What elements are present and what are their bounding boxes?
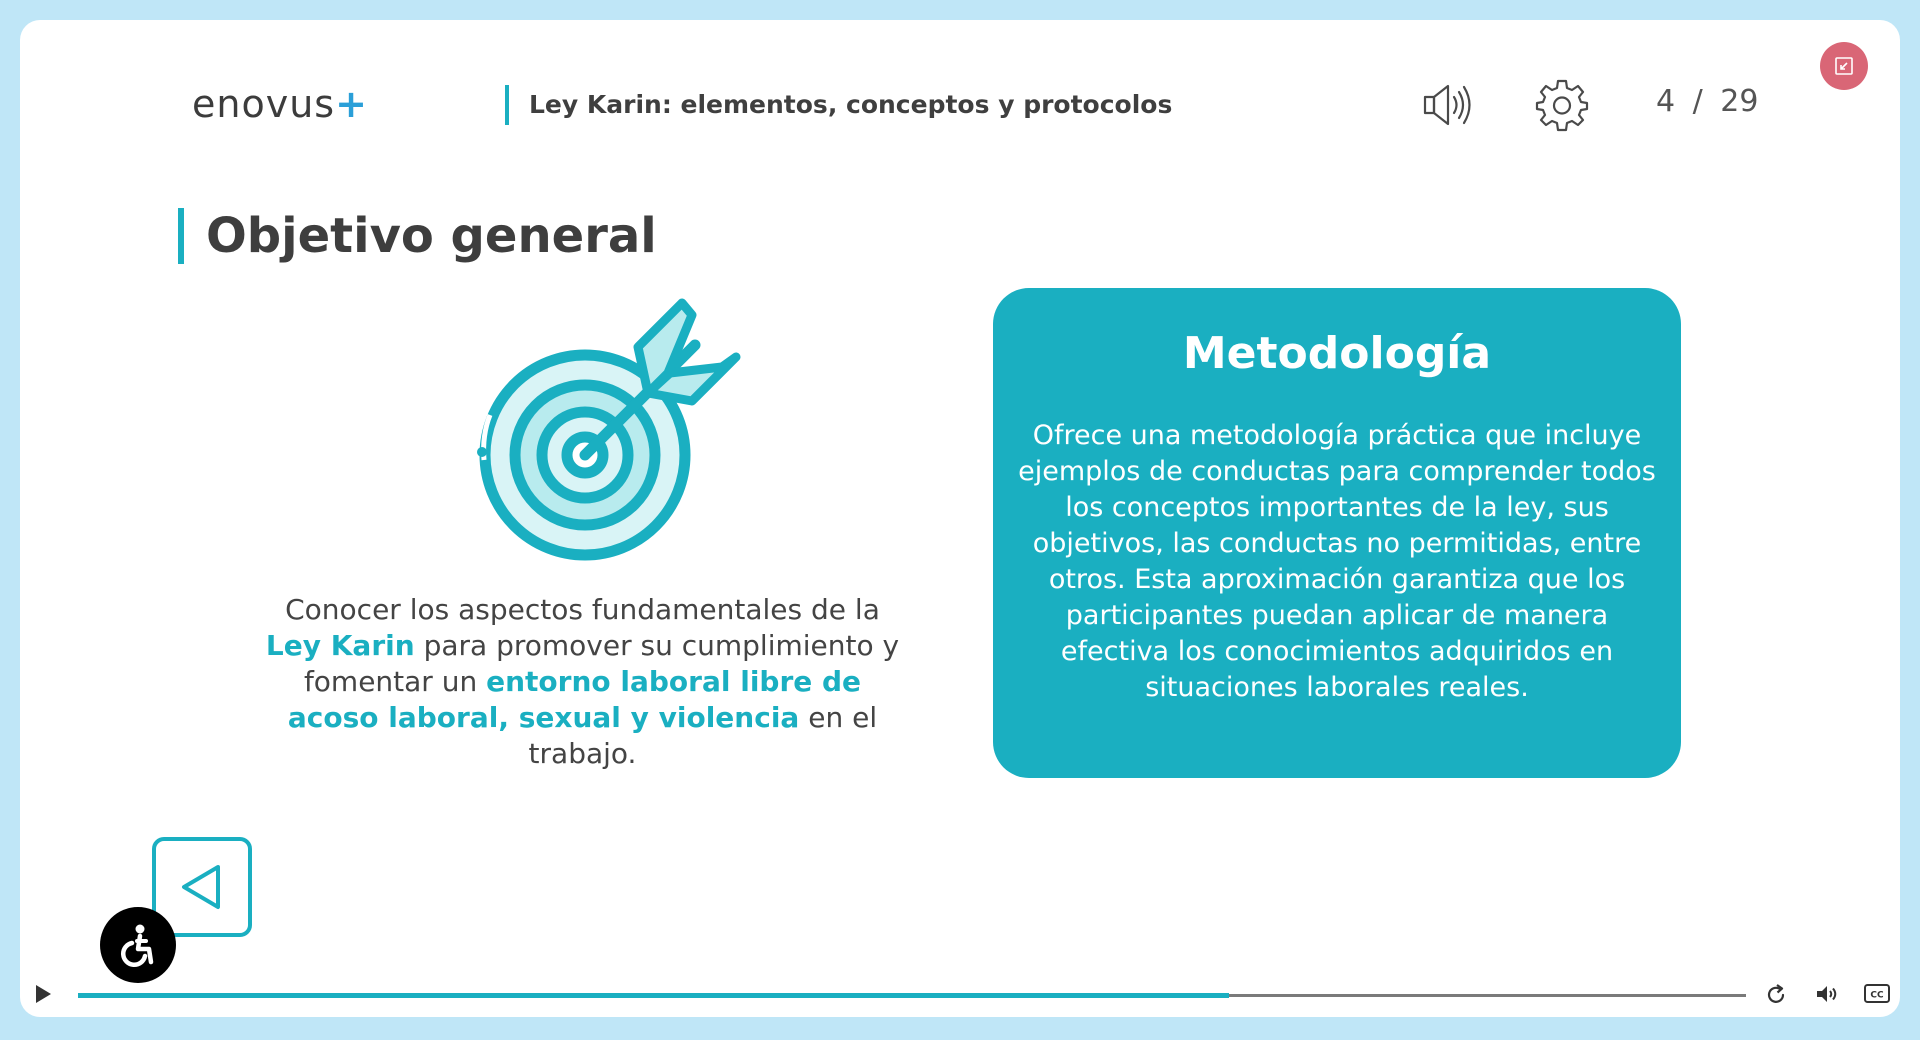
triangle-left-icon — [174, 859, 230, 915]
page-current: 4 — [1656, 84, 1676, 119]
progress-fill — [78, 993, 1229, 998]
play-icon — [32, 982, 54, 1006]
gear-icon[interactable] — [1532, 75, 1592, 135]
captions-button[interactable] — [1863, 982, 1891, 1010]
captions-icon — [1863, 982, 1891, 1006]
page-total: 29 — [1720, 84, 1759, 119]
objective-part2: para promover su cumplimiento y fomentar un — [303, 629, 900, 698]
play-button[interactable] — [32, 982, 54, 1010]
slide-frame — [20, 20, 1900, 1017]
captions-label: CC — [1870, 990, 1884, 1001]
enovus-logo — [192, 82, 368, 126]
objective-text — [265, 592, 900, 772]
speaker-icon[interactable] — [1420, 75, 1480, 135]
objective-part1: Conocer los aspectos fundamentales de la — [285, 593, 880, 626]
page-separator: / — [1692, 84, 1703, 119]
methodology-title: Metodología — [1182, 328, 1492, 379]
target-arrow-icon — [460, 285, 780, 585]
methodology-card — [993, 288, 1681, 778]
section-heading: Objetivo general — [178, 208, 657, 264]
progress-track[interactable] — [78, 994, 1746, 997]
exit-fullscreen-icon — [1834, 56, 1854, 76]
objective-highlight-entorno: entorno laboral libre de acoso laboral, sexual y violencia — [287, 665, 862, 734]
page-counter — [1656, 84, 1758, 119]
replay-button[interactable] — [1764, 982, 1788, 1010]
logo-text: enovus — [192, 82, 336, 126]
logo-plus: + — [335, 82, 368, 126]
wheelchair-icon — [115, 922, 161, 968]
objective-part3: en el trabajo. — [528, 701, 878, 770]
replay-icon — [1764, 982, 1788, 1006]
volume-button[interactable] — [1814, 982, 1840, 1010]
accessibility-button[interactable] — [100, 907, 176, 983]
exit-fullscreen-button[interactable] — [1820, 42, 1868, 90]
player-bar — [20, 978, 1900, 1012]
methodology-body: Ofrece una metodología práctica que incluye ejemplos de conductas para comprender todos los conceptos importantes de la ley, sus objetivos, las conductas no permitidas, entre otros. Esta aproximación garantiza que los participantes puedan aplicar de manera efectiva los conocimientos adquiridos en situaciones laborales reales. — [1018, 420, 1656, 703]
course-title: Ley Karin: elementos, conceptos y protocolos — [505, 85, 1172, 125]
volume-icon — [1814, 982, 1840, 1006]
objective-highlight-ley-karin: Ley Karin — [265, 629, 415, 662]
